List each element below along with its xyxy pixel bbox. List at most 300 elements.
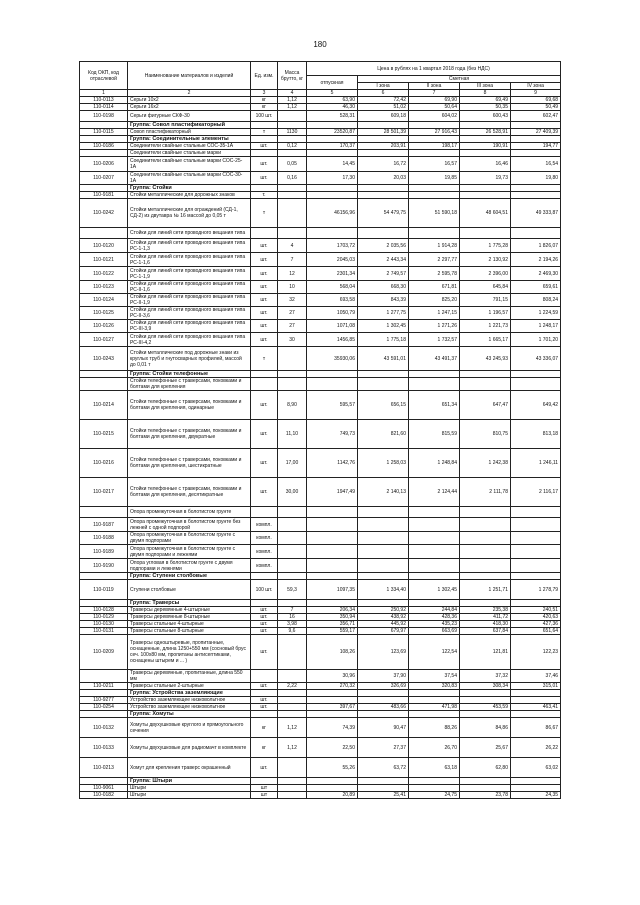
group-row — [80, 371, 561, 378]
cell-price-zone-2: 1 732,57 — [409, 333, 460, 347]
cell-price-zone-4: 37,46 — [511, 670, 561, 683]
cell-price-zone-4 — [511, 697, 561, 704]
cell-price-zone-4 — [511, 185, 561, 192]
cell-price-release — [307, 192, 358, 199]
cell-name: Соединители свайные стальные марки СОС-25-1А — [128, 157, 251, 172]
cell-price-zone-2: 671,81 — [409, 281, 460, 294]
cell-code — [80, 228, 128, 239]
cell-code: 110-9061 — [80, 785, 128, 792]
table-row — [80, 683, 561, 690]
cell-price-zone-1: 90,47 — [358, 718, 409, 738]
cell-code: 110-0114 — [80, 104, 128, 111]
cell-price-zone-2: 471,98 — [409, 704, 460, 711]
table-row — [80, 253, 561, 267]
column-number: 7 — [409, 90, 460, 97]
cell-price-zone-4 — [511, 518, 561, 532]
cell-price-zone-2: 1 302,45 — [409, 580, 460, 600]
cell-unit: шт. — [251, 320, 278, 333]
cell-price-zone-2 — [409, 532, 460, 545]
cell-name: Траверсы стальные 2-штырные — [128, 683, 251, 690]
cell-price-release: 749,73 — [307, 420, 358, 449]
cell-price-zone-4: 1 701,20 — [511, 333, 561, 347]
page-number: 180 — [313, 40, 327, 49]
cell-name: Траверсы деревянные 4-штырные — [128, 607, 251, 614]
cell-mass: 30,00 — [278, 478, 307, 507]
cell-price-zone-4 — [511, 690, 561, 697]
cell-price-zone-3: 1 251,71 — [460, 580, 511, 600]
cell-price-zone-2: 320,83 — [409, 683, 460, 690]
cell-price-zone-3: 25,67 — [460, 738, 511, 758]
cell-code: 110-9277 — [80, 697, 128, 704]
cell-price-zone-2: 24,75 — [409, 792, 460, 799]
cell-price-zone-2: 1 271,26 — [409, 320, 460, 333]
cell-code — [80, 185, 128, 192]
cell-unit: шт. — [251, 157, 278, 172]
cell-price-release: 350,94 — [307, 614, 358, 621]
cell-price-zone-2: 244,84 — [409, 607, 460, 614]
group-row — [80, 711, 561, 718]
cell-code — [80, 507, 128, 518]
cell-name: Группа: Совол пластификаторный — [128, 122, 251, 129]
cell-name: Стойки телефонные с траверсами, поковками и болтами для крепления, двукратные — [128, 420, 251, 449]
cell-name: Стойки для линий сети проводного вещания типа РС-1-1,6 — [128, 253, 251, 267]
table-row — [80, 192, 561, 199]
cell-code: 110-0121 — [80, 253, 128, 267]
header-zone: IV зона — [511, 83, 561, 90]
cell-mass — [278, 792, 307, 799]
cell-price-release: 559,17 — [307, 628, 358, 635]
cell-price-zone-4: 19,80 — [511, 172, 561, 185]
cell-price-zone-2 — [409, 507, 460, 518]
cell-unit: шт — [251, 792, 278, 799]
cell-mass — [278, 711, 307, 718]
cell-price-zone-4: 86,67 — [511, 718, 561, 738]
cell-name: Стойки для линий сети проводного вещания типа РС-III-3,9 — [128, 320, 251, 333]
cell-code — [80, 378, 128, 391]
cell-price-zone-4 — [511, 136, 561, 143]
cell-unit: шт. — [251, 607, 278, 614]
cell-price-zone-1: 123,69 — [358, 635, 409, 670]
cell-price-zone-2 — [409, 545, 460, 559]
table-row — [80, 157, 561, 172]
cell-price-zone-2: 43 491,37 — [409, 347, 460, 371]
cell-code: 110-0213 — [80, 758, 128, 778]
cell-price-zone-3: 62,80 — [460, 758, 511, 778]
cell-price-zone-1: 1 258,03 — [358, 449, 409, 478]
cell-price-zone-2 — [409, 518, 460, 532]
cell-price-zone-4: 26,22 — [511, 738, 561, 758]
cell-unit: кг — [251, 738, 278, 758]
table-row — [80, 580, 561, 600]
cell-price-zone-4: 63,02 — [511, 758, 561, 778]
cell-price-zone-3 — [460, 371, 511, 378]
cell-price-zone-2: 2 124,44 — [409, 478, 460, 507]
cell-price-zone-4 — [511, 778, 561, 785]
cell-price-zone-3: 37,32 — [460, 670, 511, 683]
column-number: 2 — [128, 90, 251, 97]
table-row — [80, 532, 561, 545]
cell-price-release — [307, 507, 358, 518]
table-row — [80, 320, 561, 333]
column-number: 1 — [80, 90, 128, 97]
cell-code — [80, 600, 128, 607]
cell-price-zone-3: 453,59 — [460, 704, 511, 711]
cell-price-zone-4 — [511, 507, 561, 518]
cell-price-zone-2: 428,36 — [409, 614, 460, 621]
table-row — [80, 621, 561, 628]
cell-price-release: 206,34 — [307, 607, 358, 614]
cell-price-zone-3 — [460, 785, 511, 792]
column-number: 3 — [251, 90, 278, 97]
group-row — [80, 122, 561, 129]
cell-unit: компл. — [251, 545, 278, 559]
cell-price-zone-3 — [460, 778, 511, 785]
group-row — [80, 573, 561, 580]
cell-price-release: 108,26 — [307, 635, 358, 670]
cell-code: 110-0122 — [80, 267, 128, 281]
cell-price-zone-3 — [460, 122, 511, 129]
cell-code: 110-0127 — [80, 333, 128, 347]
cell-unit: шт. — [251, 628, 278, 635]
cell-price-release: 46,30 — [307, 104, 358, 111]
cell-unit: компл. — [251, 518, 278, 532]
cell-price-zone-3: 43 245,93 — [460, 347, 511, 371]
cell-name: Хомуты двухушковые для радиомачт в комплекте — [128, 738, 251, 758]
cell-price-release — [307, 573, 358, 580]
cell-name: Ступени столбовые — [128, 580, 251, 600]
cell-price-zone-4 — [511, 711, 561, 718]
cell-mass — [278, 199, 307, 228]
cell-unit — [251, 600, 278, 607]
cell-name: Группа: Хомуты — [128, 711, 251, 718]
cell-price-release: 30,96 — [307, 670, 358, 683]
cell-unit: т — [251, 199, 278, 228]
cell-price-zone-3: 600,43 — [460, 111, 511, 122]
cell-price-zone-1 — [358, 185, 409, 192]
cell-price-zone-4: 27 409,39 — [511, 129, 561, 136]
cell-price-zone-1: 609,18 — [358, 111, 409, 122]
cell-price-zone-2: 435,23 — [409, 621, 460, 628]
cell-unit — [251, 150, 278, 157]
column-number: 8 — [460, 90, 511, 97]
cell-code — [80, 711, 128, 718]
cell-price-zone-4: 602,47 — [511, 111, 561, 122]
cell-price-zone-3 — [460, 559, 511, 573]
cell-price-zone-2 — [409, 122, 460, 129]
table-row — [80, 614, 561, 621]
cell-price-zone-2 — [409, 559, 460, 573]
cell-price-zone-4: 1 224,59 — [511, 307, 561, 320]
cell-code: 110-0130 — [80, 621, 128, 628]
cell-code: 110-0214 — [80, 391, 128, 420]
cell-name: Группа: Штыри — [128, 778, 251, 785]
cell-code — [80, 150, 128, 157]
cell-price-release — [307, 697, 358, 704]
cell-price-zone-1: 20,03 — [358, 172, 409, 185]
cell-name: Серьги 10х2 — [128, 97, 251, 104]
cell-unit: шт. — [251, 294, 278, 307]
cell-price-zone-1: 28 501,39 — [358, 129, 409, 136]
cell-price-release: 1071,08 — [307, 320, 358, 333]
cell-code: 110-0206 — [80, 157, 128, 172]
cell-unit: шт. — [251, 172, 278, 185]
cell-price-zone-4: 69,68 — [511, 97, 561, 104]
cell-price-zone-2 — [409, 690, 460, 697]
cell-mass: 8,90 — [278, 391, 307, 420]
cell-code: 110-0126 — [80, 320, 128, 333]
cell-code: 110-0198 — [80, 111, 128, 122]
cell-price-zone-3 — [460, 600, 511, 607]
cell-price-release: 20,89 — [307, 792, 358, 799]
header-unit: Ед. изм. — [251, 62, 278, 90]
cell-price-zone-1 — [358, 507, 409, 518]
cell-price-zone-4: 651,64 — [511, 628, 561, 635]
cell-price-zone-1 — [358, 785, 409, 792]
cell-price-zone-1 — [358, 711, 409, 718]
cell-name: Траверсы стальные 4-штырные — [128, 621, 251, 628]
cell-mass: 12 — [278, 267, 307, 281]
cell-code: 110-0123 — [80, 281, 128, 294]
table-row — [80, 294, 561, 307]
cell-price-zone-2: 663,69 — [409, 628, 460, 635]
cell-price-zone-1: 1 302,45 — [358, 320, 409, 333]
cell-mass: 0,12 — [278, 143, 307, 150]
cell-price-zone-2: 37,54 — [409, 670, 460, 683]
cell-price-zone-1: 438,92 — [358, 614, 409, 621]
cell-price-zone-2: 51 590,18 — [409, 199, 460, 228]
cell-price-zone-3: 1 221,73 — [460, 320, 511, 333]
cell-price-zone-1: 2 140,13 — [358, 478, 409, 507]
cell-mass: 9,6 — [278, 628, 307, 635]
cell-mass — [278, 545, 307, 559]
cell-name: Стойки телефонные с траверсами, поковками и болтами для крепления — [128, 378, 251, 391]
table-row — [80, 378, 561, 391]
cell-mass — [278, 518, 307, 532]
cell-mass: 7 — [278, 253, 307, 267]
cell-name: Штыри — [128, 792, 251, 799]
cell-unit — [251, 670, 278, 683]
cell-price-zone-1: 54 479,75 — [358, 199, 409, 228]
cell-unit: шт. — [251, 420, 278, 449]
cell-mass: 1,12 — [278, 104, 307, 111]
table-row — [80, 785, 561, 792]
cell-code: 110-9190 — [80, 559, 128, 573]
group-row — [80, 185, 561, 192]
cell-price-zone-2: 825,20 — [409, 294, 460, 307]
table-row — [80, 697, 561, 704]
cell-unit: кг — [251, 718, 278, 738]
cell-unit: шт. — [251, 391, 278, 420]
cell-price-zone-1 — [358, 778, 409, 785]
cell-price-zone-4: 49 333,87 — [511, 199, 561, 228]
cell-price-zone-3 — [460, 697, 511, 704]
cell-price-zone-4: 24,35 — [511, 792, 561, 799]
cell-unit: компл. — [251, 532, 278, 545]
cell-name: Хомут для крепления траверс окрашенный — [128, 758, 251, 778]
cell-price-release — [307, 228, 358, 239]
table-row — [80, 635, 561, 670]
cell-price-zone-2: 2 595,78 — [409, 267, 460, 281]
cell-code — [80, 670, 128, 683]
cell-price-release: 46156,96 — [307, 199, 358, 228]
cell-price-release — [307, 711, 358, 718]
cell-price-release: 528,31 — [307, 111, 358, 122]
cell-price-release — [307, 545, 358, 559]
cell-price-release — [307, 136, 358, 143]
cell-mass — [278, 600, 307, 607]
table-row — [80, 704, 561, 711]
cell-price-zone-3: 791,15 — [460, 294, 511, 307]
cell-mass — [278, 150, 307, 157]
cell-price-release: 568,04 — [307, 281, 358, 294]
cell-price-zone-3 — [460, 228, 511, 239]
cell-price-zone-1 — [358, 697, 409, 704]
header-estimate: Сметная — [358, 76, 561, 83]
cell-name: Группа: Стойки телефонные — [128, 371, 251, 378]
cell-price-zone-1 — [358, 600, 409, 607]
cell-name: Штыри — [128, 785, 251, 792]
cell-price-zone-1 — [358, 150, 409, 157]
cell-name: Стойки телефонные с траверсами, поковками и болтами для крепления, одинарные — [128, 391, 251, 420]
cell-price-zone-3: 645,84 — [460, 281, 511, 294]
cell-price-zone-3: 121,81 — [460, 635, 511, 670]
cell-mass — [278, 690, 307, 697]
cell-name: Стойки телефонные с траверсами, поковками и болтами для крепления, шестикратные — [128, 449, 251, 478]
cell-code: 110-9187 — [80, 518, 128, 532]
cell-code: 110-0129 — [80, 614, 128, 621]
cell-price-zone-2: 1 248,84 — [409, 449, 460, 478]
table-row — [80, 391, 561, 420]
cell-code — [80, 122, 128, 129]
cell-price-zone-1: 1 334,40 — [358, 580, 409, 600]
cell-unit: шт. — [251, 758, 278, 778]
cell-price-zone-2 — [409, 136, 460, 143]
cell-price-zone-4: 2 116,17 — [511, 478, 561, 507]
cell-price-zone-4: 463,41 — [511, 704, 561, 711]
cell-price-release — [307, 778, 358, 785]
cell-price-zone-3 — [460, 545, 511, 559]
cell-name: Стойки телефонные с траверсами, поковками и болтами для крепления, десятикратные — [128, 478, 251, 507]
cell-price-zone-4: 1 278,79 — [511, 580, 561, 600]
cell-price-zone-2 — [409, 600, 460, 607]
cell-price-zone-3: 1 242,38 — [460, 449, 511, 478]
table-row — [80, 172, 561, 185]
cell-price-zone-1: 679,97 — [358, 628, 409, 635]
cell-price-zone-2 — [409, 228, 460, 239]
cell-unit — [251, 711, 278, 718]
cell-mass: 4 — [278, 239, 307, 253]
group-row — [80, 690, 561, 697]
cell-unit — [251, 371, 278, 378]
cell-price-release: 2301,34 — [307, 267, 358, 281]
cell-price-release: 22,50 — [307, 738, 358, 758]
cell-name: Опора промежуточная в болотистом грунте — [128, 507, 251, 518]
header-zone: II зона — [409, 83, 460, 90]
cell-price-zone-3: 16,46 — [460, 157, 511, 172]
cell-price-release: 595,57 — [307, 391, 358, 420]
table-row — [80, 228, 561, 239]
cell-unit — [251, 378, 278, 391]
table-row — [80, 670, 561, 683]
cell-code: 110-0242 — [80, 199, 128, 228]
cell-price-zone-4: 1 826,07 — [511, 239, 561, 253]
cell-unit — [251, 573, 278, 580]
cell-price-zone-3 — [460, 518, 511, 532]
cell-price-zone-2: 198,17 — [409, 143, 460, 150]
cell-price-release — [307, 785, 358, 792]
cell-code: 110-9188 — [80, 532, 128, 545]
cell-mass: 32 — [278, 294, 307, 307]
cell-mass — [278, 371, 307, 378]
cell-price-zone-1: 2 749,57 — [358, 267, 409, 281]
cell-price-zone-4: 1 248,17 — [511, 320, 561, 333]
cell-unit: кг — [251, 97, 278, 104]
cell-code: 110-0254 — [80, 704, 128, 711]
cell-price-release: 1097,35 — [307, 580, 358, 600]
cell-price-zone-1 — [358, 573, 409, 580]
cell-price-zone-2: 1 247,15 — [409, 307, 460, 320]
cell-mass — [278, 778, 307, 785]
cell-price-zone-1: 25,41 — [358, 792, 409, 799]
cell-unit: кг — [251, 104, 278, 111]
cell-code: 110-0124 — [80, 294, 128, 307]
cell-mass — [278, 704, 307, 711]
cell-price-release — [307, 150, 358, 157]
cell-code: 110-9189 — [80, 545, 128, 559]
cell-unit — [251, 228, 278, 239]
cell-price-zone-2 — [409, 185, 460, 192]
cell-price-zone-4 — [511, 785, 561, 792]
cell-mass: 7 — [278, 607, 307, 614]
cell-code: 110-0215 — [80, 420, 128, 449]
table-row — [80, 104, 561, 111]
table-row — [80, 267, 561, 281]
cell-mass: 1130 — [278, 129, 307, 136]
cell-price-zone-4 — [511, 573, 561, 580]
cell-unit: шт. — [251, 621, 278, 628]
cell-price-zone-2 — [409, 573, 460, 580]
cell-name: Опора промежуточная в болотистом грунте без лежней с одной подпорой — [128, 518, 251, 532]
column-number: 4 — [278, 90, 307, 97]
cell-price-zone-4: 122,23 — [511, 635, 561, 670]
cell-code: 110-0115 — [80, 129, 128, 136]
cell-price-zone-4 — [511, 545, 561, 559]
cell-price-zone-2: 651,34 — [409, 391, 460, 420]
cell-price-zone-4: 420,63 — [511, 614, 561, 621]
cell-price-zone-3: 411,72 — [460, 614, 511, 621]
cell-price-zone-4 — [511, 150, 561, 157]
cell-name: Траверсы деревянные 8-штырные — [128, 614, 251, 621]
cell-price-zone-4 — [511, 192, 561, 199]
cell-price-zone-1: 51,02 — [358, 104, 409, 111]
cell-price-zone-2: 26,70 — [409, 738, 460, 758]
price-table — [79, 61, 561, 799]
cell-price-zone-4: 240,51 — [511, 607, 561, 614]
cell-code: 110-9181 — [80, 192, 128, 199]
cell-price-zone-3: 418,30 — [460, 621, 511, 628]
cell-price-zone-1 — [358, 559, 409, 573]
cell-price-zone-1: 63,72 — [358, 758, 409, 778]
cell-unit — [251, 185, 278, 192]
cell-code: 110-0209 — [80, 635, 128, 670]
cell-code: 110-0217 — [80, 478, 128, 507]
cell-unit: шт. — [251, 478, 278, 507]
cell-price-zone-4 — [511, 122, 561, 129]
cell-mass: 1,12 — [278, 97, 307, 104]
cell-code: 110-0243 — [80, 347, 128, 371]
cell-unit: т — [251, 129, 278, 136]
cell-price-zone-3: 84,86 — [460, 718, 511, 738]
